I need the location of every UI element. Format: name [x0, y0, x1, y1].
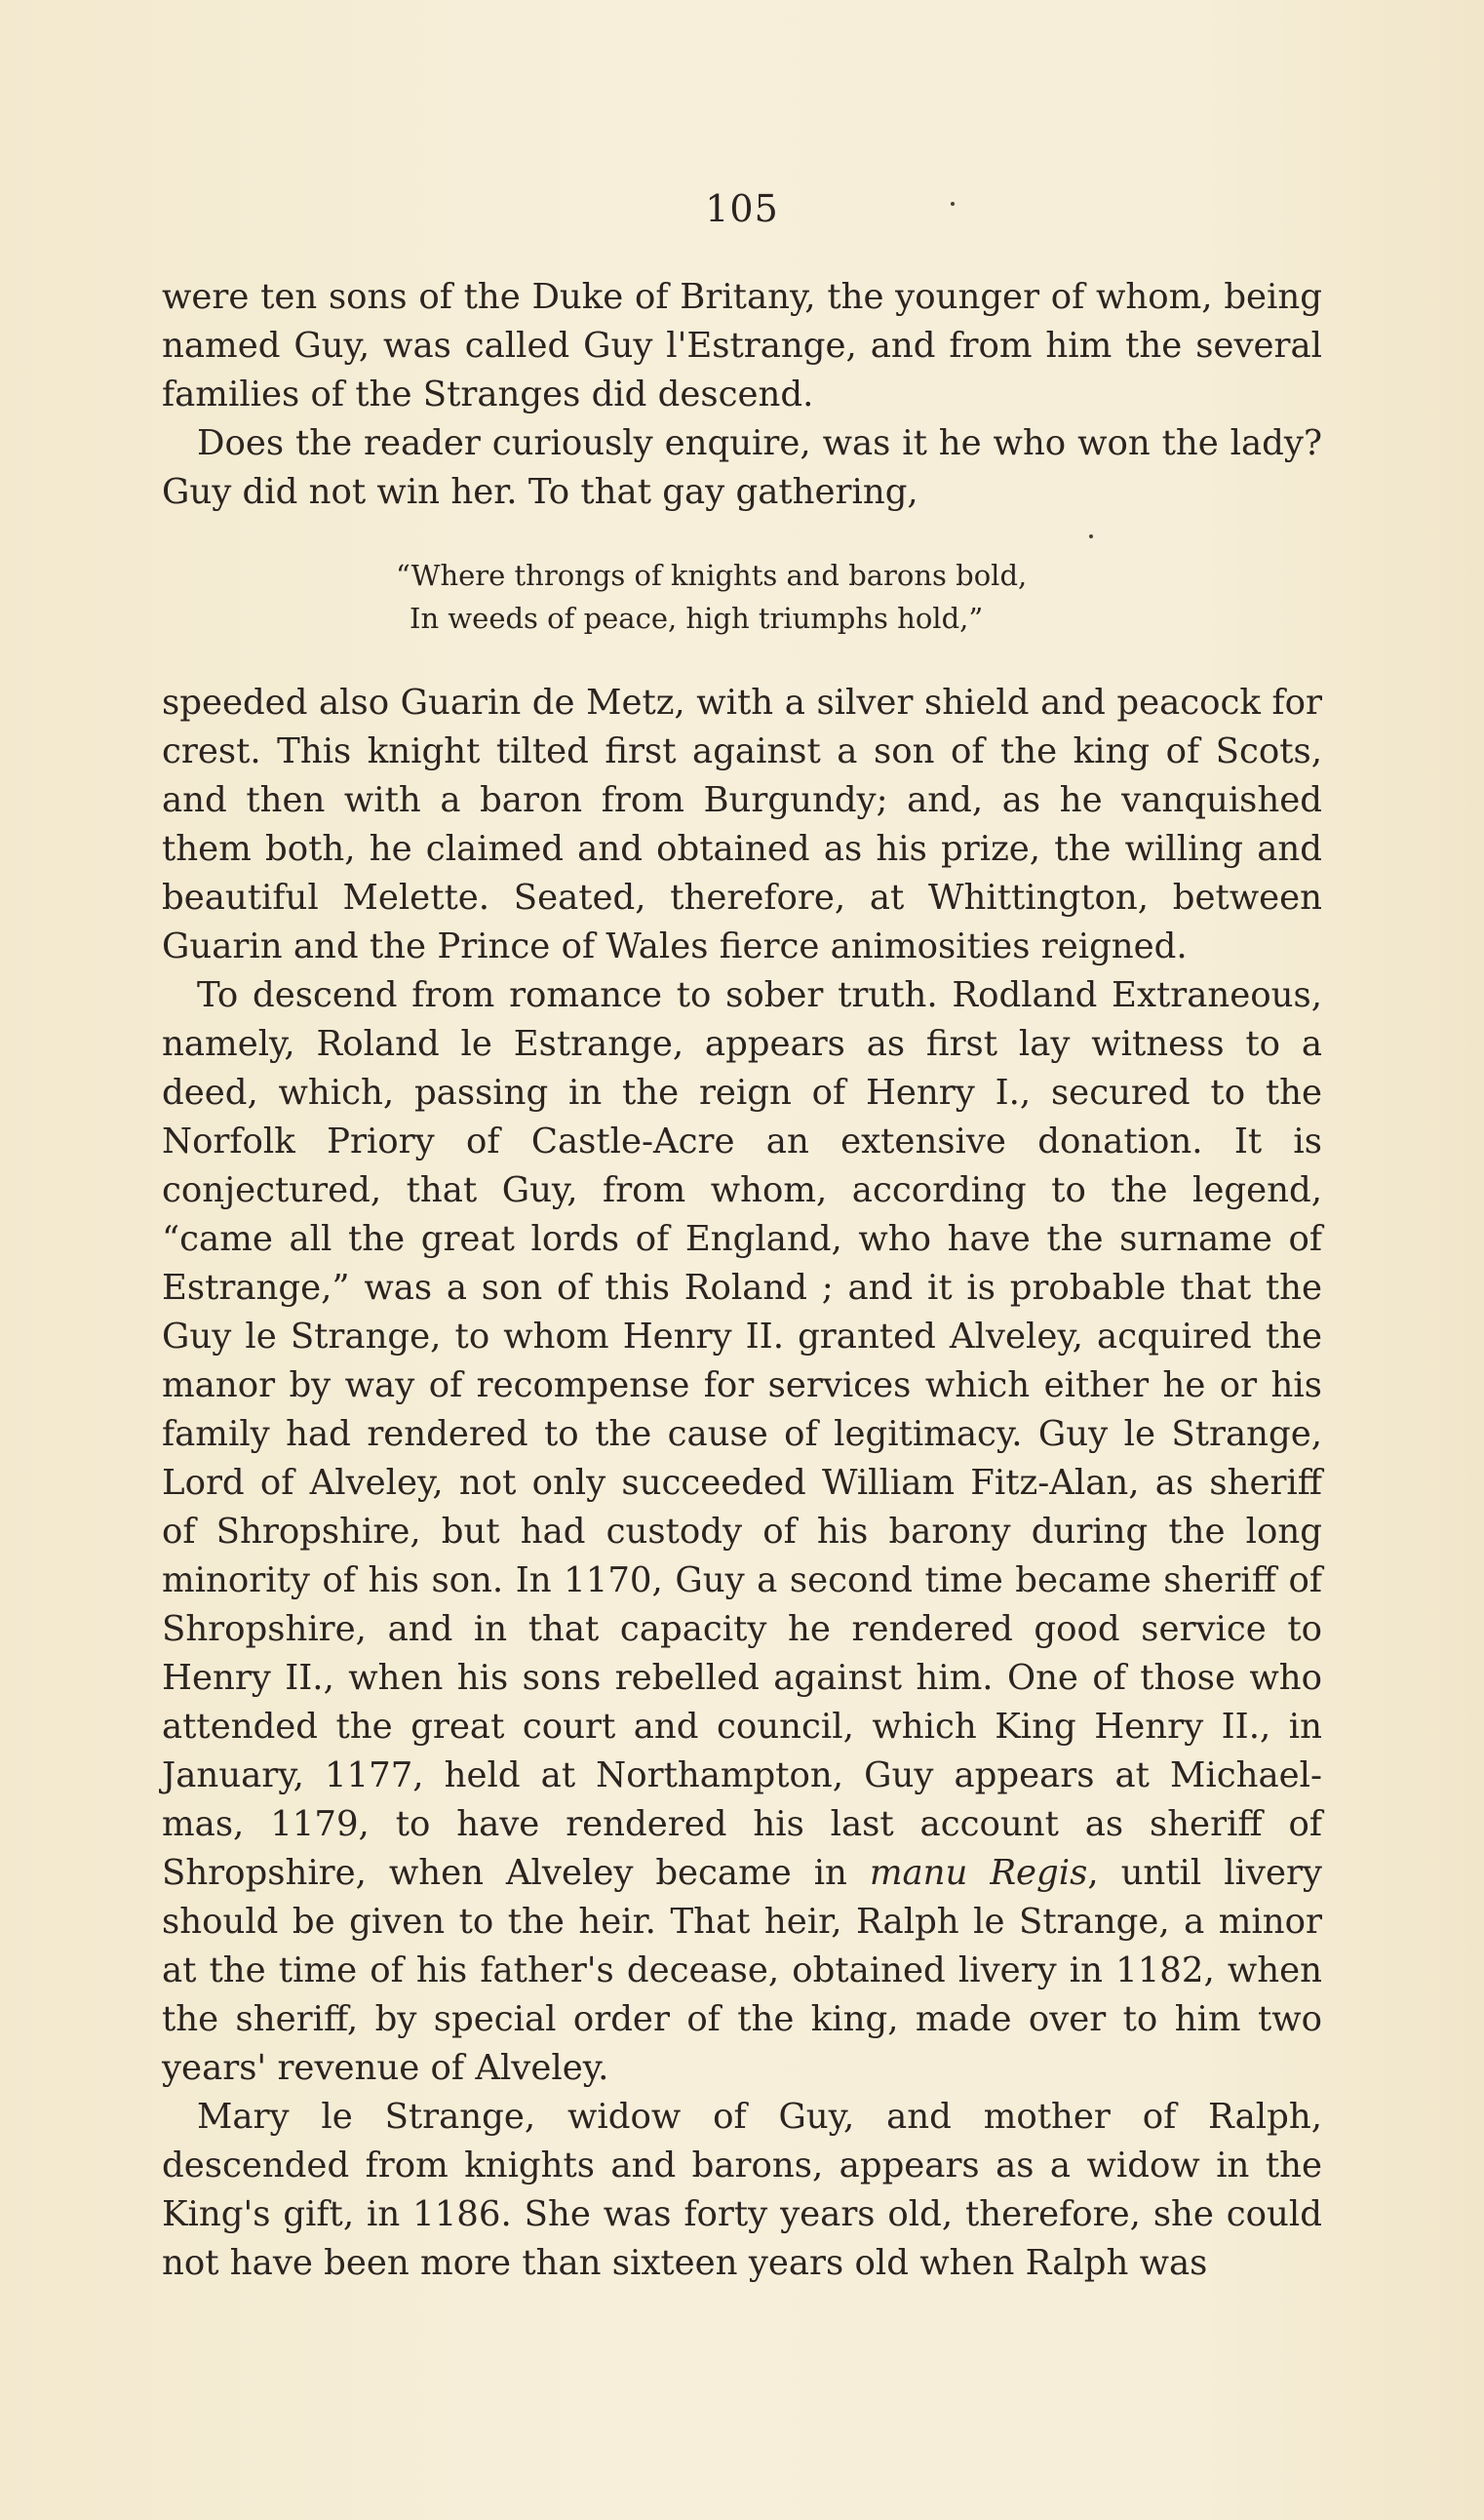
- verse-line: “Where throngs of knights and barons bold,: [396, 559, 1028, 592]
- paragraph-3: speeded also Guarin de Metz, with a silver shield and peacock for crest. This knight tilted first against a son of the king of Scots, and then with a baron from Burgundy; and, as he vanquished them both, he claimed and obtained as his prize, the willing and beautiful Melette. Seated, therefore, at Whittington, between Guarin and the Prince of Wales fierce animosities reigned.: [162, 683, 1322, 966]
- body-text: [162, 273, 1322, 2288]
- paragraph-1: were ten sons of the Duke of Britany, the younger of whom, being named Guy, was called Guy l'Estrange, and from him the several families of the Stranges did descend.: [162, 277, 1322, 414]
- paper-speck: [951, 202, 955, 206]
- paragraph-4: To descend from romance to sober truth. Rodland Extraneous, namely, Roland le Estrange, appears as first lay witness to a deed, which, passing in the reign of Henry I., secured to the Norfolk Priory of Castle-Acre an extensive donation. It is conjectured, that Guy, from whom, according to the legend, “came all the great lords of England, who have the surname of Estrange,” was a son of this Roland ; and it is probable that the Guy le Strange, to whom Henry II. granted Alveley, acquired the manor by way of recompense for services which either he or his family had rendered to the cause of legitimacy. Guy le Strange, Lord of Alveley, not only succeeded William Fitz-Alan, as sheriff of Shropshire, but had custody of his barony during the long minority of his son. In 1170, Guy a second time became sheriff of Shropshire, and in that capacity he rendered good service to Henry II., when his sons rebelled against him. One of those who attended the great court and council, which King Henry II., in January, 1177, held at Northampton, Guy appears at Michael-mas, 1179, to have rendered his last account as sheriff of Shropshire, when Alveley became in manu Regis, until livery should be given to the heir. That heir, Ralph le Strange, a minor at the time of his father's decease, obtained livery in 1182, when the sheriff, by special order of the king, made over to him two years' revenue of Alveley.: [162, 975, 1322, 2088]
- verse-quote: [162, 554, 1322, 640]
- paragraph-2: Does the reader curiously enquire, was it he who won the lady? Guy did not win her. To that gay gathering,: [162, 423, 1322, 512]
- verse-line: In weeds of peace, high triumphs hold,”: [410, 602, 984, 635]
- paper-speck: [1089, 534, 1093, 538]
- paragraph-5: Mary le Strange, widow of Guy, and mother of Ralph, descended from knights and barons, appears as a widow in the King's gift, in 1186. She was forty years old, therefore, she could not have been more than sixteen years old when Ralph was: [162, 2097, 1322, 2283]
- page-number: 105: [705, 187, 779, 230]
- italic-phrase: manu Regis: [869, 1853, 1088, 1893]
